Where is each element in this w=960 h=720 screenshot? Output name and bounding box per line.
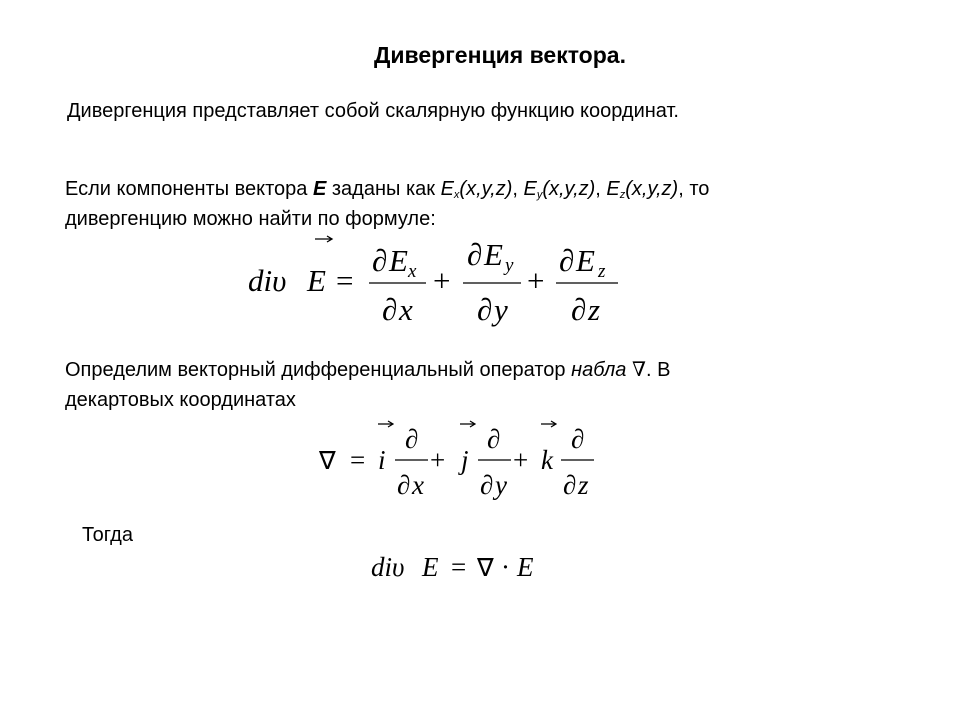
components-text-mid: заданы как [326,178,441,200]
partial-symbol: ∂ [372,243,388,278]
partial-symbol: ∂ [487,424,501,454]
dot-operator: · [501,552,510,582]
components-text-line2: дивергенцию можно найти по формуле: [65,208,436,230]
numerator-e: E [389,243,408,278]
unit-k: k [541,445,553,475]
vector-e: E [307,263,326,298]
denominator-y: y [495,470,507,500]
plus-sign: + [527,263,545,298]
div-operator: diυ [248,263,287,298]
plus-sign: + [433,263,451,298]
equals-sign: = [336,263,354,298]
vector-name: E [312,178,327,200]
partial-symbol: ∂ [477,292,493,327]
nabla-symbol: ∇ [631,357,646,381]
then-label: Тогда [82,524,133,546]
subscript-x: x [408,261,417,282]
unit-i: i [378,445,386,475]
partial-symbol: ∂ [563,470,577,500]
partial-symbol: ∂ [571,424,585,454]
div-operator: diυ [371,552,405,582]
denominator-z: z [588,292,601,327]
nabla-operator: ∇ [477,555,494,582]
component-ez: $E_z(x,y,z)$ [606,178,679,201]
components-paragraph: Если компоненты вектора E заданы как $E_x(x,y,z)$, $E_y(x,y,z)$, $E_z(x,y,z)$, то дивергенцию можно найти по формуле: [65,178,710,230]
operator-text-before: Определим векторный дифференциальный оператор [65,359,572,381]
partial-symbol: ∂ [382,292,398,327]
unit-j: j [461,445,469,475]
plus-sign: + [430,445,446,475]
partial-symbol: ∂ [405,424,419,454]
partial-symbol: ∂ [571,292,587,327]
components-text-before: Если компоненты вектора [65,178,313,200]
partial-symbol: ∂ [397,470,411,500]
component-ex: $E_x(x,y,z)$ [440,178,513,201]
subscript-y: y [505,255,514,276]
numerator-e: E [484,237,503,272]
equals-sign: = [451,552,467,582]
operator-name: набла [571,359,627,381]
denominator-y: y [494,292,508,327]
denominator-x: x [399,292,413,327]
equals-sign: = [350,445,366,475]
denominator-x: x [412,470,424,500]
subscript-z: z [598,261,606,282]
partial-symbol: ∂ [480,470,494,500]
slide-title: Дивергенция вектора. [374,42,626,68]
operator-text-after: . В [645,359,671,381]
nabla-operator: ∇ [319,448,336,475]
component-ey: $E_y(x,y,z)$ [523,178,596,201]
intro-text: Дивергенция представляет собой скалярную функцию координат. [67,100,679,122]
operator-text-line2: декартовых координатах [65,389,296,411]
vector-e: E [517,552,534,582]
plus-sign: + [513,445,529,475]
denominator-z: z [578,470,589,500]
partial-symbol: ∂ [467,237,483,272]
numerator-e: E [576,243,595,278]
components-text-after: , то [678,178,710,200]
partial-symbol: ∂ [559,243,575,278]
vector-e: E [422,552,439,582]
